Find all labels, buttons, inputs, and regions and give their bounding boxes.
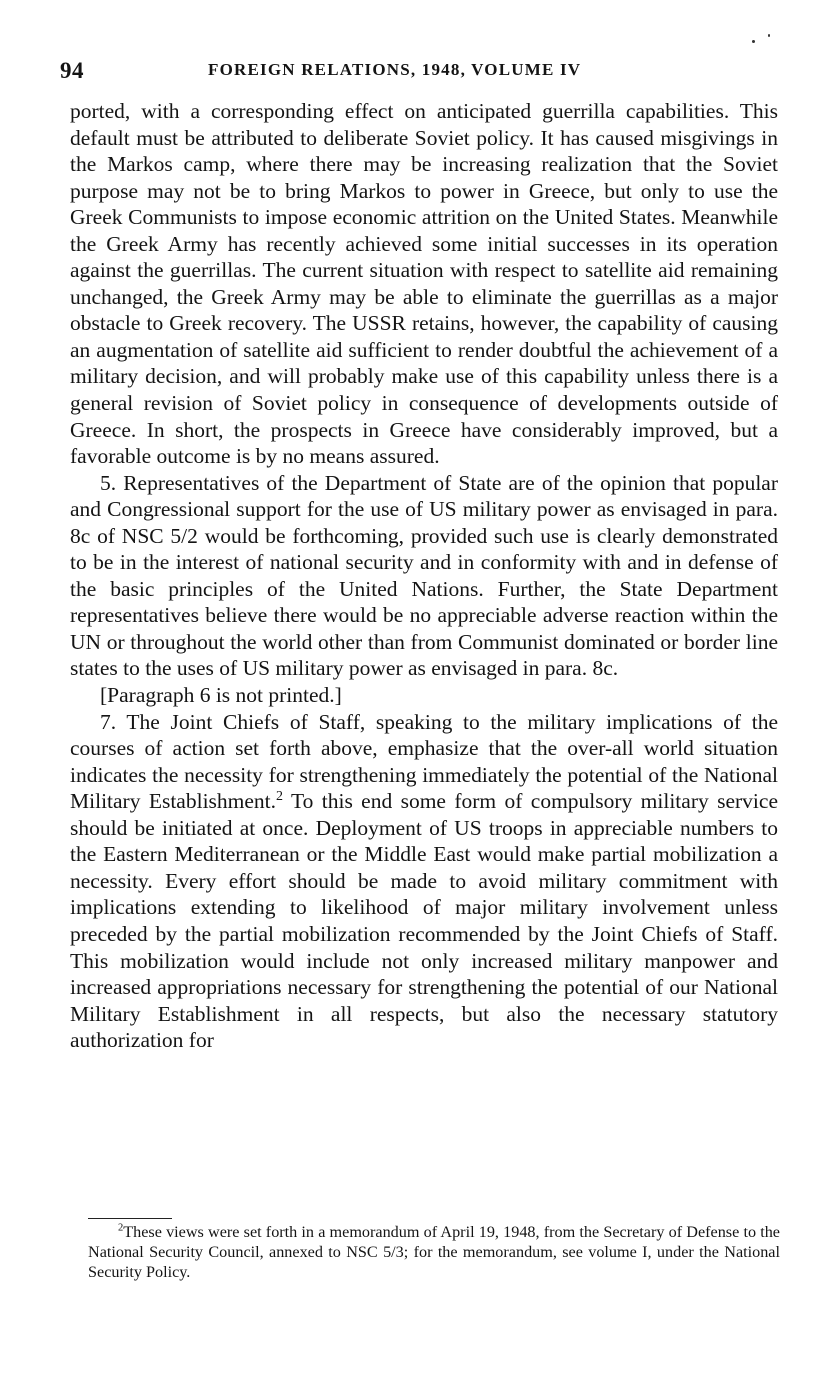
footnote-reference: 2 <box>276 789 284 805</box>
paragraph-continuation: ported, with a corresponding effect on anticipated guerrilla capabilities. This default must be attributed to deliberate Soviet policy. It has caused misgivings in the Markos camp, where there may be increasing realization that the Soviet purpose may not be to bring Markos to power in Greece, but only to use the Greek Communists to impose economic attrition on the United States. Meanwhile the Greek Army has recently achieved some initial successes in its operation against the guerrillas. The current situation with respect to satellite aid remaining unchanged, the Greek Army may be able to eliminate the guerrillas as a major obstacle to Greek recovery. The USSR retains, however, the capability of causing an augmentation of satellite aid sufficient to render doubtful the achievement of a military decision, and will probably make use of this capability unless there is a general revision of Soviet policy in consequence of developments outside of Greece. In short, the prospects in Greece have considerably improved, but a favorable outcome is by no means assured. <box>70 99 778 469</box>
scan-speck <box>752 40 755 43</box>
body-text <box>70 98 778 1054</box>
page-header <box>60 58 780 88</box>
scan-speck <box>768 34 770 37</box>
footnote-divider <box>88 1218 172 1219</box>
footnote-marker: 2 <box>118 1222 124 1234</box>
footnote <box>88 1222 780 1282</box>
paragraph-5: 5. Representatives of the Department of State are of the opinion that popular and Congressional support for the use of US military power as envisaged in para. 8c of NSC 5/2 would be forthcoming, provided such use is clearly demonstrated to be in the interest of national security and in conformity with and in defense of the basic principles of the United Nations. Further, the State Department representatives believe there would be no appreciable adverse reaction within the UN or throughout the world other than from Communist dominated or border line states to the uses of US military power as envisaged in para. 8c. <box>70 470 778 681</box>
footnote-text: These views were set forth in a memorandum of April 19, 1948, from the Secretary of Defense to the National Security Council, annexed to NSC 5/3; for the memorandum, see volume I, under the National Security Policy. <box>88 1223 780 1281</box>
paragraph-7 <box>70 709 778 1054</box>
paragraph-7-rest: To this end some form of compulsory military service should be initiated at once. Deployment of US troops in appreciable numbers to the Eastern Mediterranean or the Middle East would make partial mobilization a necessity. Every effort should be made to avoid military commitment with implications extending to likelihood of major military involvement unless preceded by the partial mobilization recommended by the Joint Chiefs of Staff. This mobilization would include not only increased military manpower and increased appropriations necessary for strengthening the potential of our National Military Establishment in all respects, but also the necessary statutory authorization for <box>70 789 778 1053</box>
page-number: 94 <box>60 58 84 83</box>
running-head: FOREIGN RELATIONS, 1948, VOLUME IV <box>208 60 582 79</box>
paragraph-6-note: [Paragraph 6 is not printed.] <box>100 683 342 708</box>
paragraph-7-start: 7. The Joint Chiefs of Staff, speaking to the military implications of the courses of action set forth above, emphasize that the over-all world situation indicates the necessity for strengthening immediately the potential of the National Military Establishment. <box>70 709 778 814</box>
